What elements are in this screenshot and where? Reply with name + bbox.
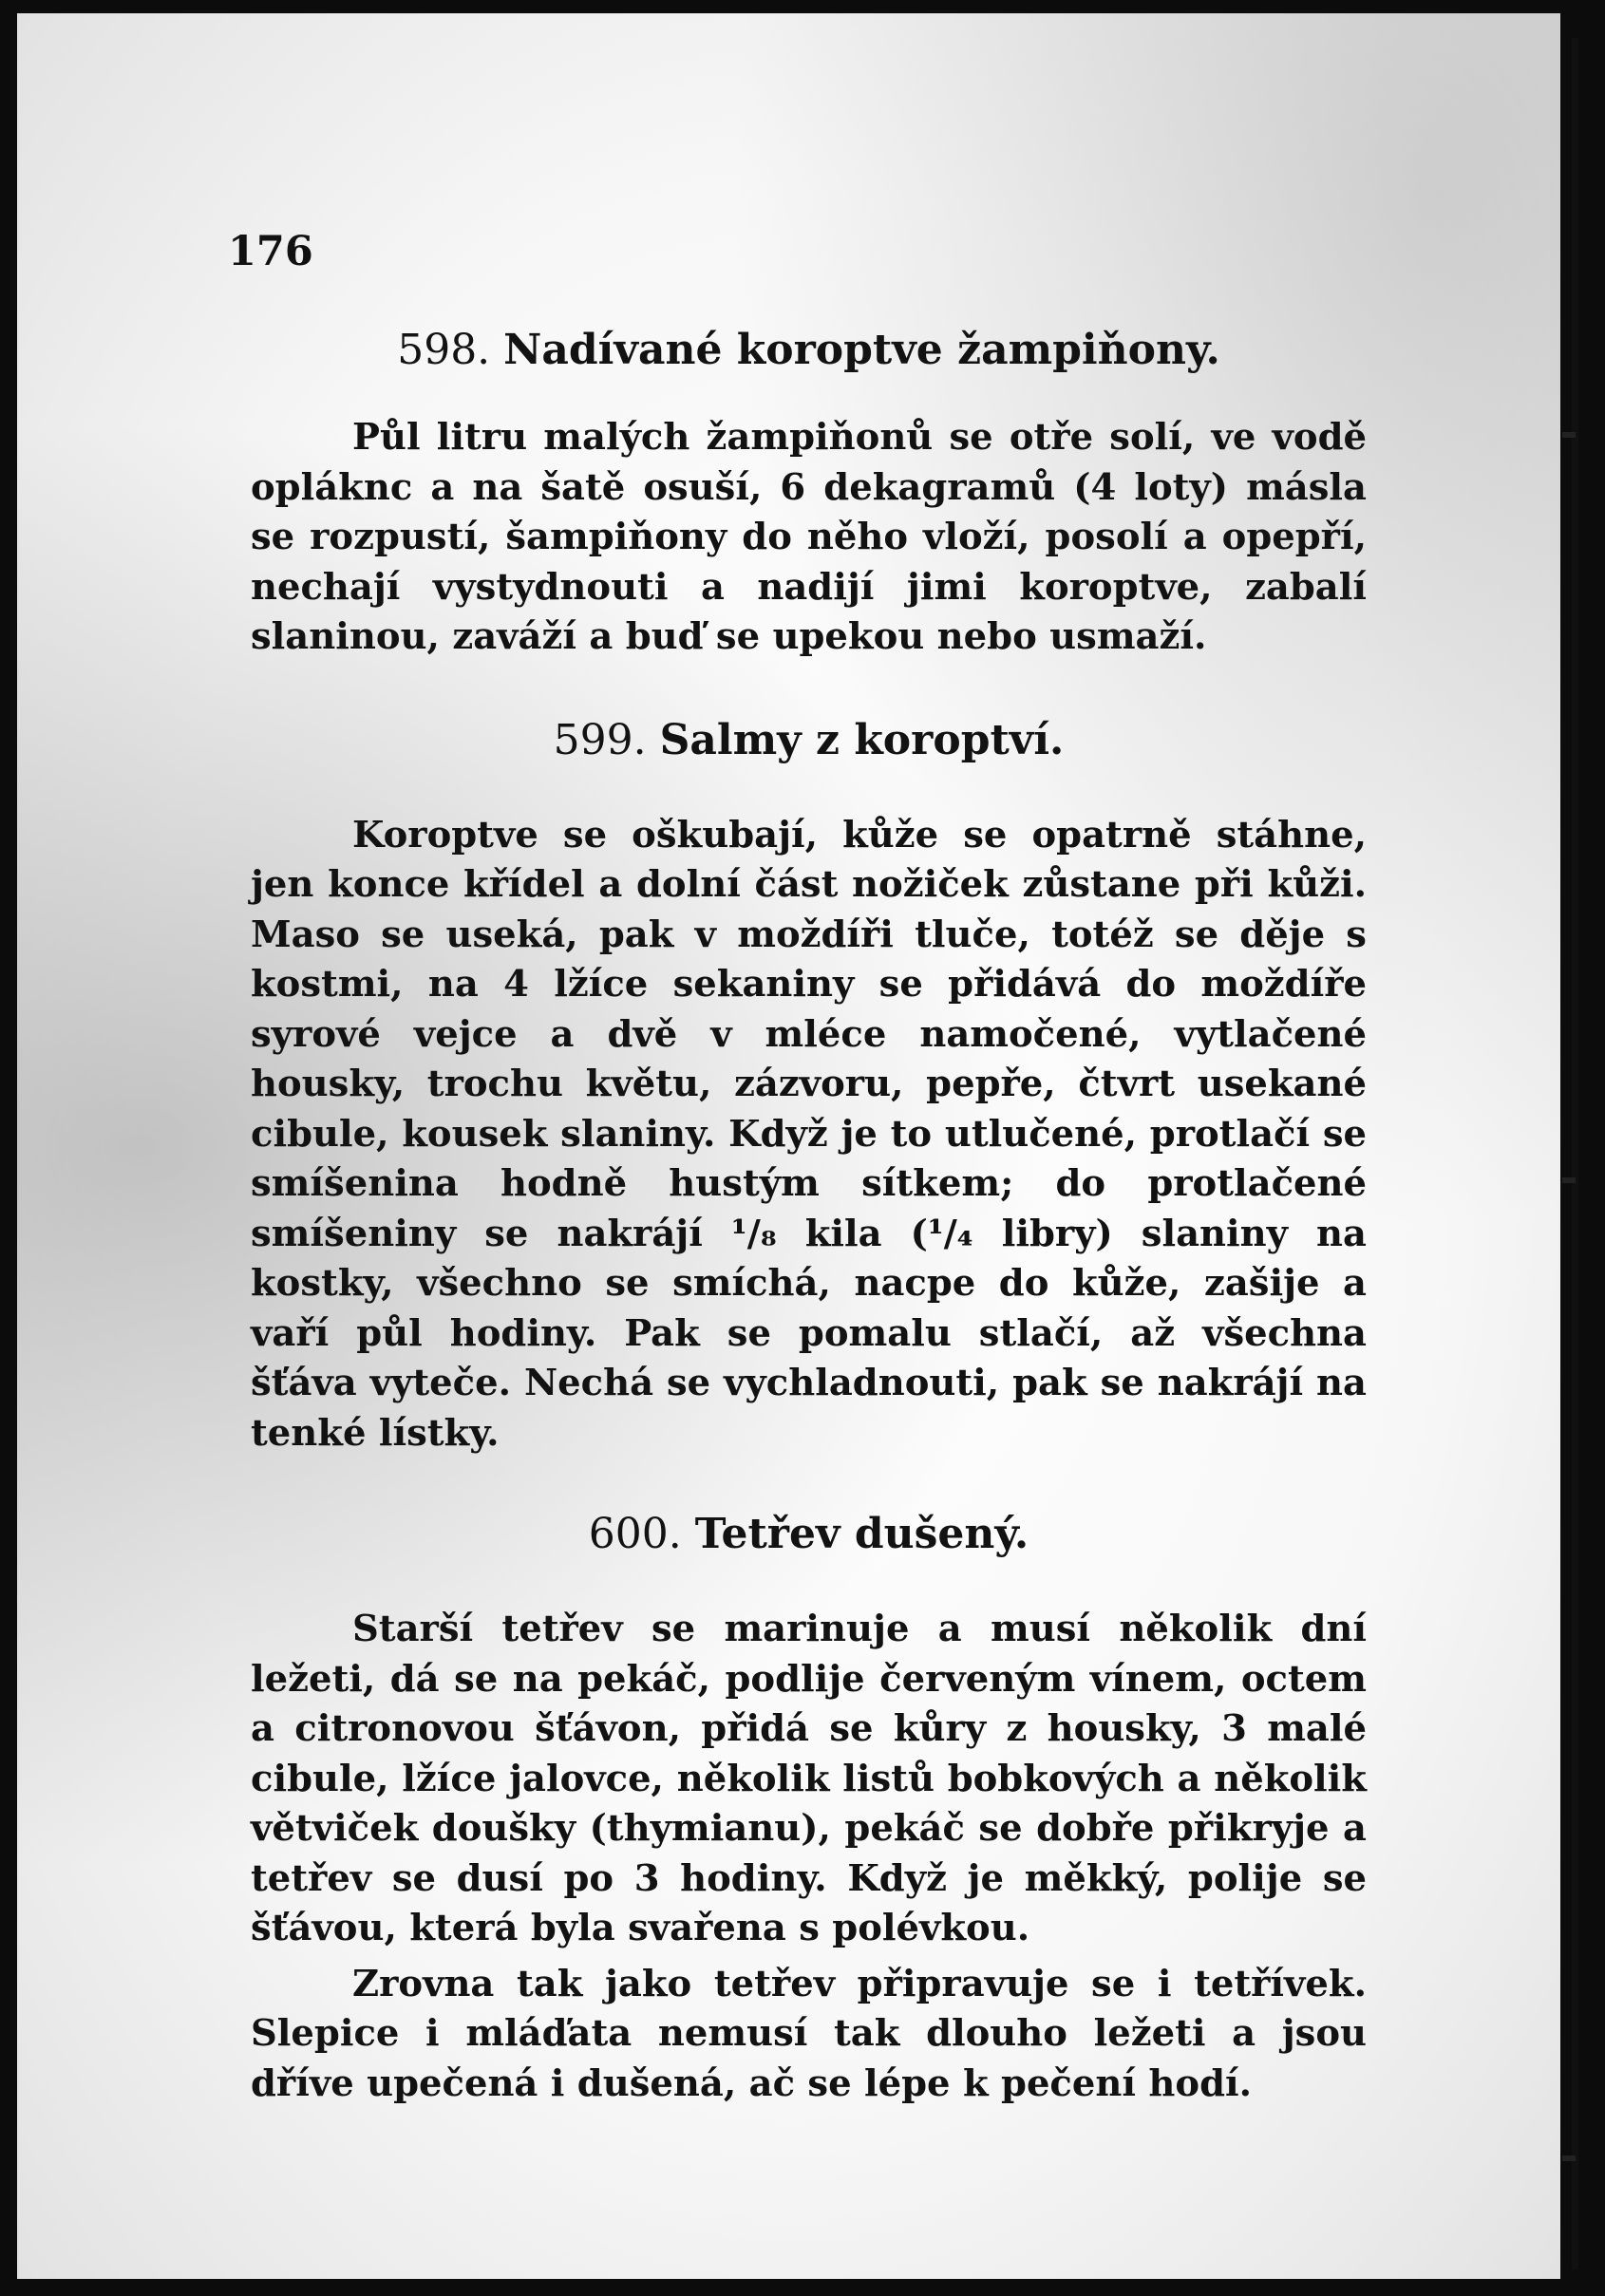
section-598-number: 598. — [397, 326, 491, 374]
section-600-title: Tetřev dušený. — [694, 1510, 1029, 1558]
section-600-number: 600. — [588, 1510, 682, 1558]
page-number: 176 — [228, 228, 313, 275]
edge-mark — [1562, 2155, 1576, 2161]
binding-edge — [1572, 38, 1578, 2269]
edge-mark — [1562, 432, 1576, 438]
page-text — [251, 322, 1367, 2109]
section-599-number: 599. — [553, 715, 647, 764]
section-599-heading — [251, 712, 1367, 769]
section-598-title: Nadívané koroptve žampiňony. — [503, 326, 1220, 374]
section-598-paragraph: Půl litru malých žampiňonů se otře solí, ve vodě opláknc a na šatě osuší, 6 dekagramů (4 loty) másla se rozpustí, šampiňony do něho vloží, posolí a opepří, nechají vystydnouti a nadijí jimi koroptve, zabalí slaninou, zaváží a buď se upekou nebo usmaží. — [251, 416, 1367, 658]
section-599-title: Salmy z koroptví. — [659, 715, 1065, 764]
section-599-paragraph: Koroptve se oškubají, kůže se opatrně stáhne, jen konce křídel a dolní část nožiček zůstane při kůži. Maso se useká, pak v moždíři tluče, totéž se děje s kostmi, na 4 lžíce sekaniny se přidává do moždíře syrové vejce a dvě v mléce namočené, vytlačené housky, trochu květu, zázvoru, pepře, čtvrt usekané cibule, kousek slaniny. Když je to utlučené, protlačí se smíšenina hodně hustým sítkem; do protlačené smíšeniny se nakrájí ¹/₈ kila (¹/₄ libry) slaniny na kostky, všechno se smíchá, nacpe do kůže, zašije a vaří půl hodiny. Pak se pomalu stlačí, až všechna šťáva vyteče. Nechá se vychladnouti, pak se nakrájí na tenké lístky. — [251, 813, 1367, 1455]
edge-mark — [1562, 1177, 1576, 1183]
section-600-paragraph-2: Zrovna tak jako tetřev připravuje se i tetřívek. Slepice i mláďata nemusí tak dlouho ležeti a jsou dříve upečená i dušená, ač se lépe k pečení hodí. — [251, 1962, 1367, 2105]
book-page — [17, 13, 1560, 2279]
section-600-heading — [251, 1506, 1367, 1563]
section-598-heading — [251, 322, 1367, 379]
section-600-paragraph-1: Starší tetřev se marinuje a musí několik dní ležeti, dá se na pekáč, podlije červeným vínem, octem a citronovou šťávon, přidá se kůry z housky, 3 malé cibule, lžíce jalovce, několik listů bobkových a několik větviček doušky (thymianu), pekáč se dobře přikryje a tetřev se dusí po 3 hodiny. Když je měkký, polije se šťávou, která byla svařena s polévkou. — [251, 1608, 1367, 1949]
